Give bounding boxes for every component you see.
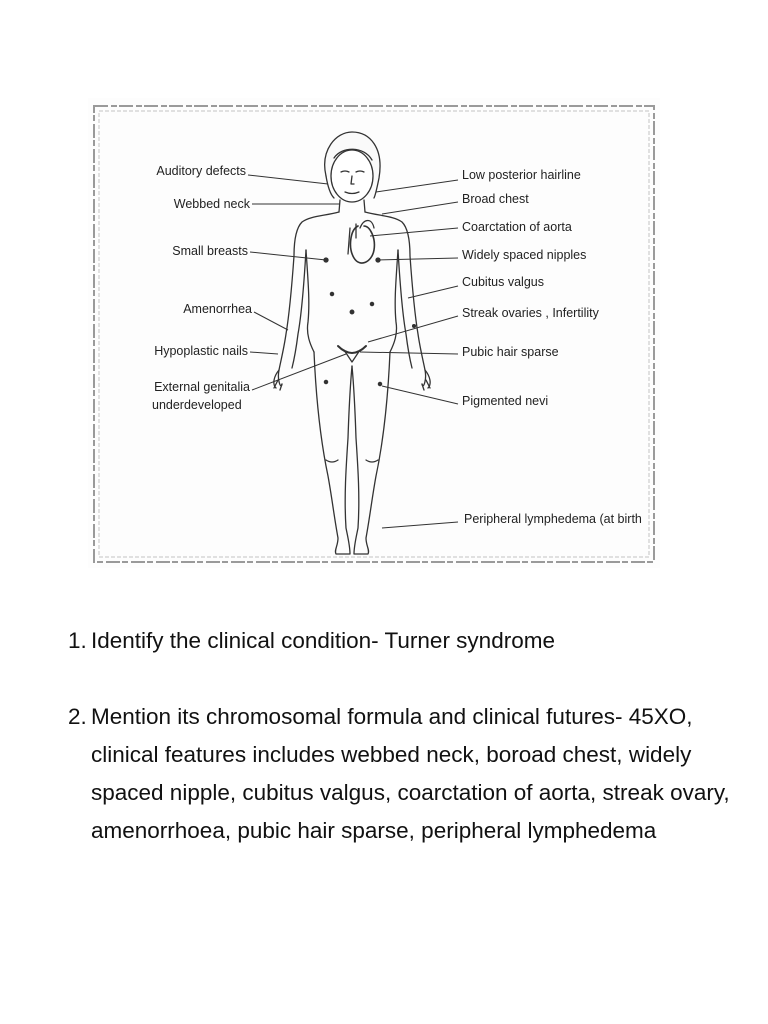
label-peripheral-lymphedema: Peripheral lymphedema (at birth xyxy=(464,512,642,526)
question-2 xyxy=(68,698,738,850)
label-pubic-hair-sparse: Pubic hair sparse xyxy=(462,345,559,359)
question-2-text: Mention its chromosomal formula and clinical futures- 45XO, clinical features includes webbed neck, boroad chest, widely spaced nipple, cubitus valgus, coarctation of aorta, streak ovary, amenorrhoea, pubic hair sparse, peripheral lymphedema xyxy=(91,704,730,843)
label-pigmented-nevi: Pigmented nevi xyxy=(462,394,549,408)
question-1 xyxy=(68,622,738,660)
turner-syndrome-figure xyxy=(88,98,660,568)
label-hypoplastic-nails: Hypoplastic nails xyxy=(154,344,248,358)
pointer-lines xyxy=(248,175,458,528)
question-list xyxy=(68,622,738,850)
label-streak-ovaries: Streak ovaries , Infertility xyxy=(462,306,599,320)
label-coarctation-of-aorta: Coarctation of aorta xyxy=(462,220,572,234)
label-auditory-defects: Auditory defects xyxy=(156,164,246,178)
question-1-text: Identify the clinical condition- Turner syndrome xyxy=(91,628,555,653)
label-underdeveloped: underdeveloped xyxy=(152,398,242,412)
question-2-number: 2. xyxy=(68,704,87,729)
question-1-number: 1. xyxy=(68,628,87,653)
label-small-breasts: Small breasts xyxy=(172,244,248,258)
label-broad-chest: Broad chest xyxy=(462,192,529,206)
label-webbed-neck: Webbed neck xyxy=(173,197,250,211)
label-cubitus-valgus: Cubitus valgus xyxy=(462,275,544,289)
body-figure xyxy=(274,132,430,554)
label-widely-spaced-nipples: Widely spaced nipples xyxy=(462,248,587,262)
label-external-genitalia: External genitalia xyxy=(154,380,250,394)
label-amenorrhea: Amenorrhea xyxy=(183,302,252,316)
label-low-posterior-hairline: Low posterior hairline xyxy=(462,168,581,182)
